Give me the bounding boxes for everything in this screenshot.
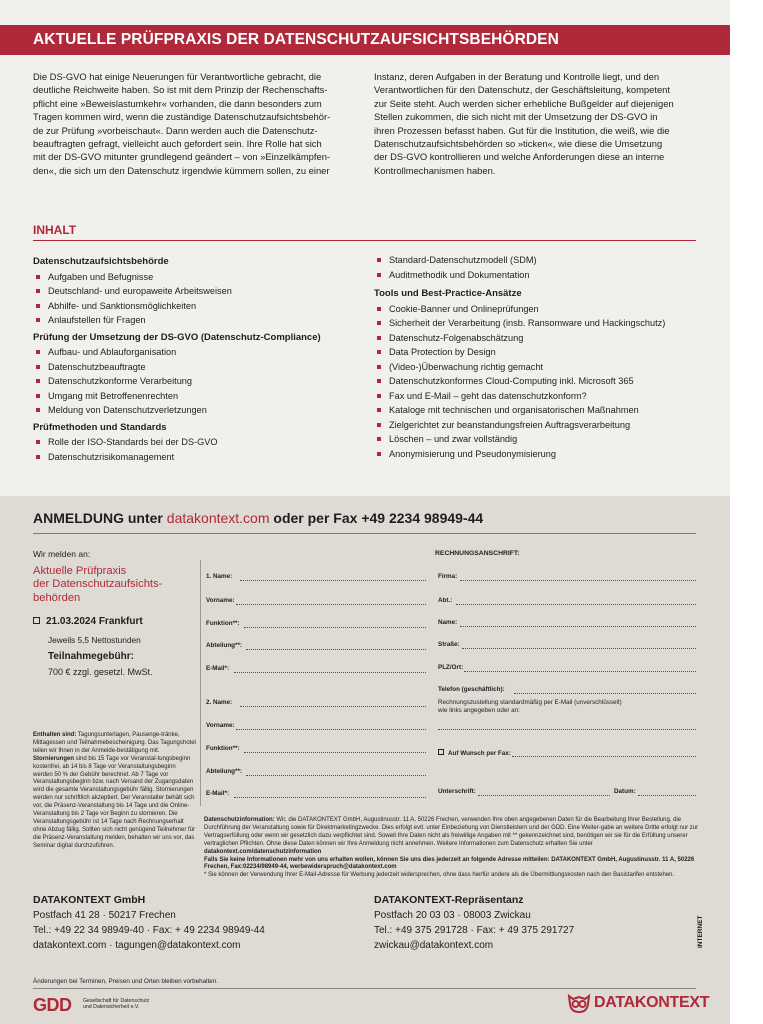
list-item: Sicherheit der Verarbeitung (insb. Ransomware und Hackingschutz)	[374, 316, 704, 331]
owl-icon	[567, 994, 591, 1014]
event-title	[33, 565, 193, 605]
abteilung2-field[interactable]	[246, 775, 426, 776]
contact-line: Tel.: +49 375 291728 · Fax: + 49 375 291727	[374, 925, 575, 936]
gdd-wordmark: GDD	[33, 995, 72, 1015]
gdd-subtitle-line: Gesellschaft für Datenschutz	[83, 998, 150, 1004]
topic-list	[33, 270, 363, 328]
address-line: Postfach 20 03 03 · 08003 Zwickau	[374, 910, 531, 921]
intro-line: Verantwortlichen für den Datenschutz, der Geschäftsleitung, kompetent	[374, 84, 670, 96]
company-name: DATAKONTEXT GmbH	[33, 894, 146, 906]
terms-incl-label: Enthalten sind:	[33, 732, 77, 738]
list-item: Löschen – und zwar vollständig	[374, 432, 704, 447]
intro-line: ihren Prozessen befasst haben. Gut für die Institution, die weiß, wie die	[374, 124, 670, 136]
datum-field[interactable]	[638, 795, 696, 796]
list-item: (Video-)Überwachung richtig gemacht	[374, 360, 704, 375]
privacy-link[interactable]: datakontext.com/datenschutzinformation	[204, 848, 322, 855]
privacy-label: Datenschutzinformation:	[204, 817, 275, 823]
privacy-note: * Sie können der Verwendung Ihrer E-Mail-Adresse für Werbung jederzeit widersprechen, ohne dass hierfür andere als die Übermittlungskosten nach den Basistarifen entstehen.	[204, 872, 675, 879]
firma-label: Firma:	[438, 573, 458, 580]
gdd-subtitle-line: und Datensicherheit e.V.	[83, 1004, 140, 1011]
fee-value: 700 € zzgl. gesetzl. MwSt.	[48, 667, 153, 677]
list-item: Abhilfe- und Sanktionsmöglichkeiten	[33, 299, 363, 314]
privacy-text	[204, 817, 700, 880]
internet-label: INTERNET	[697, 915, 704, 948]
list-item: Datenschutzkonformes Cloud-Computing inkl. Microsoft 365	[374, 374, 704, 389]
name2-label: 2. Name:	[206, 699, 233, 706]
list-item: Cookie-Banner und Onlineprüfungen	[374, 302, 704, 317]
list-item: Aufbau- und Ablauforganisation	[33, 345, 363, 360]
intro-left	[33, 70, 359, 177]
strasse-field[interactable]	[462, 648, 696, 649]
section-heading: Prüfmethoden und Standards	[33, 421, 167, 433]
registration-divider	[33, 533, 696, 534]
telefon-label: Telefon (geschäftlich):	[438, 686, 505, 693]
terms-cancel-label: Stornierungen	[33, 755, 75, 762]
vorname2-label: Vorname:	[206, 722, 235, 729]
list-item: Umgang mit Betroffenenrechten	[33, 389, 363, 404]
intro-line: mit der DS-GVO mitunter grundlegend geändert – von »Einzelkämpfen-	[33, 151, 331, 163]
event-duration: Jeweils 5,5 Nettostunden	[48, 635, 141, 645]
section-heading: Tools und Best-Practice-Ansätze	[374, 288, 522, 299]
list-item: Fax und E-Mail – geht das datenschutzkonform?	[374, 389, 704, 404]
event-title-line: Aktuelle Prüfpraxis	[33, 565, 127, 577]
title-bar	[0, 25, 730, 55]
list-item: Standard-Datenschutzmodell (SDM)	[374, 253, 704, 268]
change-note: Änderungen bei Terminen, Preisen und Orten bleiben vorbehalten.	[33, 978, 219, 985]
plz-label: PLZ/Ort:	[438, 664, 464, 671]
event-title-line: der Datenschutzaufsichts-	[33, 578, 163, 591]
billing-name-field[interactable]	[460, 626, 696, 627]
address-zwickau	[374, 893, 574, 953]
intro-line: Tragen kommen wird, wenn die zuständige Datenschutzaufsichtsbehör-	[33, 111, 331, 123]
list-item: Anlaufstellen für Fragen	[33, 313, 363, 328]
intro-line: Die DS-GVO hat einige Neuerungen für Verantwortliche gebracht, die	[33, 71, 322, 82]
website-link[interactable]: datakontext.com	[166, 510, 270, 526]
vorname1-field[interactable]	[236, 604, 426, 605]
list-item: Auditmethodik und Dokumentation	[374, 268, 704, 283]
registration-panel	[0, 496, 730, 1024]
intro-line: beauftragten gefragt, vielleicht auch gefordert sein. Ihre Rolle hat sich	[33, 138, 322, 150]
event-date: 21.03.2024 Frankfurt	[46, 616, 143, 627]
inhalt-divider	[33, 240, 696, 241]
firma-field[interactable]	[460, 580, 696, 581]
email-note-2: wie links angegeben oder an:	[438, 707, 520, 714]
telefon-field[interactable]	[514, 693, 696, 694]
page-title: AKTUELLE PRÜFPRAXIS DER DATENSCHUTZAUFSICHTSBEHÖRDEN	[33, 31, 559, 48]
intro-line: Kontrollmechanismen haben.	[374, 164, 496, 176]
wir-melden-label: Wir melden an:	[33, 549, 91, 559]
footer-divider	[33, 988, 696, 989]
unterschrift-field[interactable]	[478, 795, 610, 796]
abt-label: Abt.:	[438, 597, 453, 604]
intro-line: den«, die sich um den Datenschutz irgendwie kümmern sollen, zu einer	[33, 164, 330, 176]
list-item: Meldung von Datenschutzverletzungen	[33, 403, 363, 418]
intro-line: Datenschutzaufsichtsbehörden so »ticken«, wie diese die Umsetzung	[374, 138, 663, 150]
terms-text	[33, 732, 196, 851]
list-item: Kataloge mit technischen und organisatorischen Maßnahmen	[374, 403, 704, 418]
company-name: DATAKONTEXT-Repräsentanz	[374, 894, 524, 906]
funktion2-label: Funktion**:	[206, 745, 240, 752]
email-line[interactable]: zwickau@datakontext.com	[374, 940, 494, 951]
abteilung1-label: Abteilung**:	[206, 642, 243, 649]
intro-line: Stellen zukommen, die sich nicht mit der Umsetzung der DS-GVO in	[374, 111, 658, 123]
privacy-body: Wir, die DATAKONTEXT GmbH, Augustinusstr. 11 A, 50226 Frechen, verwenden Ihre oben angegebenen Daten für die Bearbeitung Ihrer Bestellung, die Durchführung der Veranstaltung sowie für Direktmarketingzwecke. Dies erfolgt evtl. unter Einbeziehung von Dienstleistern und der GDD. Eine Weiter-gabe an weitere Dritte erfolgt nur zur Vertragserfüllung oder wenn wir gesetzlich dazu verpflichtet sind. Soweit Ihre Daten nicht als freiwillige Angaben mit ** gekennzeichnet sind, benötigen wir sie für die Erfüllung unserer vertraglichen Pflichten. Ohne diese Daten können wir Ihre Anmeldung nicht annehmen. Weitere Informationen zum Datenschutz erhalten Sie unter	[204, 817, 699, 847]
intro-right	[374, 70, 700, 177]
list-item: Deutschland- und europaweite Arbeitsweisen	[33, 284, 363, 299]
event-date-option[interactable]	[33, 616, 143, 627]
list-item: Datenschutzrisikomanagement	[33, 450, 363, 465]
name2-field[interactable]	[240, 706, 426, 707]
datum-label: Datum:	[614, 788, 636, 795]
privacy-objection: Falls Sie keine Informationen mehr von uns erhalten wollen, können Sie uns dies jederzeit an folgende Adresse mitteilen: DATAKONTEXT GmbH, Augustinusstr. 11 A, 50226 Frechen, Fax:02234/98949-44, werbewiderspruch@datakontext.com	[204, 856, 695, 871]
intro-line: Instanz, deren Aufgaben in der Beratung und Kontrolle liegt, und den	[374, 71, 660, 82]
funktion2-field[interactable]	[244, 752, 426, 753]
list-item: Rolle der ISO-Standards bei der DS-GVO	[33, 435, 363, 450]
plz-field[interactable]	[464, 671, 696, 672]
fax-option[interactable]	[438, 749, 511, 757]
billing-name-label: Name:	[438, 619, 458, 626]
email1-label: E-Mail*:	[206, 665, 230, 672]
vorname2-field[interactable]	[236, 729, 426, 730]
email2-field[interactable]	[234, 797, 426, 798]
intro-line: deutliche Reichweite haben. So ist mit dem Prinzip der Rechenschafts-	[33, 84, 328, 96]
fax-info: oder per Fax +49 2234 98949-44	[269, 510, 484, 526]
intro-line: der DS-GVO kontrollieren und welche Anforderungen diese an interne	[374, 151, 665, 163]
datakontext-logo	[567, 992, 710, 1016]
billing-heading: RECHNUNGSANSCHRIFT:	[435, 550, 520, 557]
inhalt-heading: INHALT	[33, 223, 77, 237]
list-item: Data Protection by Design	[374, 345, 704, 360]
fax-label: Auf Wunsch per Fax:	[448, 750, 511, 757]
address-frechen	[33, 893, 265, 953]
funktion1-field[interactable]	[244, 627, 426, 628]
topic-list	[33, 345, 363, 418]
list-item: Aufgaben und Befugnisse	[33, 270, 363, 285]
funktion1-label: Funktion**:	[206, 620, 240, 627]
name1-label: 1. Name:	[206, 573, 233, 580]
email-note-1: Rechnungszustellung standardmäßig per E-Mail (unverschlüsselt)	[438, 699, 622, 706]
topic-list	[374, 253, 704, 282]
list-item: Datenschutzkonforme Verarbeitung	[33, 374, 363, 389]
strasse-label: Straße:	[438, 641, 460, 648]
address-line: Postfach 41 28 · 50217 Frechen	[33, 910, 176, 921]
list-item: Datenschutz-Folgenabschätzung	[374, 331, 704, 346]
intro-line: de zur Prüfung »vorbeischaut«. Dann werden auch die Datenschutz-	[33, 124, 318, 136]
vorname1-label: Vorname:	[206, 597, 235, 604]
abteilung2-label: Abteilung**:	[206, 768, 243, 775]
inhalt-right-column	[374, 253, 704, 464]
topic-list	[374, 302, 704, 462]
fax-checkbox[interactable]	[438, 749, 444, 755]
event-title-line: behörden	[33, 591, 81, 604]
contact-line: Tel.: +49 22 34 98949-40 · Fax: + 49 2234 98949-44	[33, 925, 265, 936]
event-checkbox[interactable]	[33, 617, 40, 624]
registration-heading-text: ANMELDUNG unter	[33, 510, 167, 526]
datakontext-wordmark: DATAKONTEXT	[594, 994, 710, 1011]
billing-email-field[interactable]	[438, 729, 696, 730]
email2-label: E-Mail*:	[206, 790, 230, 797]
list-item: Anonymisierung und Pseudonymisierung	[374, 447, 704, 462]
section-heading: Prüfung der Umsetzung der DS-GVO (Datenschutz-Compliance)	[33, 331, 321, 343]
intro-line: zur Seite steht. Auch werden sicher erhebliche Bußgelder auf diejenigen	[374, 97, 674, 109]
email1-field[interactable]	[234, 672, 426, 673]
terms-incl-text: Tagungsunterlagen, Pausenge-tränke, Mittagessen und Teilnahmebescheinigung. Das Tagungshotel teilen wir Ihnen in der Anmelde-bestätigung mit.	[33, 732, 196, 754]
list-item: Datenschutzbeauftragte	[33, 360, 363, 375]
registration-heading	[33, 510, 483, 526]
unterschrift-label: Unterschrift:	[438, 788, 476, 795]
intro-line: pflicht eine »Beweislastumkehr« vorhanden, die dann besonders zum	[33, 97, 322, 109]
abteilung1-field[interactable]	[246, 649, 426, 650]
topic-list	[33, 435, 363, 464]
name1-field[interactable]	[240, 580, 426, 581]
form-divider	[200, 560, 201, 806]
list-item: Zielgerichtet zur beanstandungsfreien Auftragsverarbeitung	[374, 418, 704, 433]
inhalt-left-column	[33, 253, 363, 467]
section-heading: Datenschutzaufsichtsbehörde	[33, 256, 169, 267]
terms-cancel-text: sind bis 15 Tage vor Veranstal-tungsbeginn kostenfrei, ab 14 bis 8 Tage vor Veranstaltungsbeginn werden 50 % der Gebühr berechnet. Ab 7 Tage vor Veranstaltungsbeginn bzw. nach Versand der Zugangsdaten wird die gesamte Veranstaltungsgebühr fällig. Stornierungen werden nur schriftlich akzeptiert. Der Veranstalter behält sich vor, die Präsenz-Veranstaltung bis 14 Tage und die Online-Veranstaltung bis 2 Tage vor Beginn zu stornieren. Die Veranstaltungsgebühr ist 14 Tage nach Rechnungserhalt ohne Abzug fällig. Sollten sich nicht genügend Teilnehmer für die Präsenz-Veranstaltung melden, behalten wir uns vor, das Seminar digital durchzuführen.	[33, 755, 195, 849]
fax-field[interactable]	[512, 756, 696, 757]
web-email-line[interactable]: datakontext.com · tagungen@datakontext.com	[33, 940, 241, 951]
abt-field[interactable]	[456, 604, 696, 605]
gdd-subtitle	[83, 998, 203, 1011]
fee-heading: Teilnahmegebühr:	[48, 651, 134, 662]
